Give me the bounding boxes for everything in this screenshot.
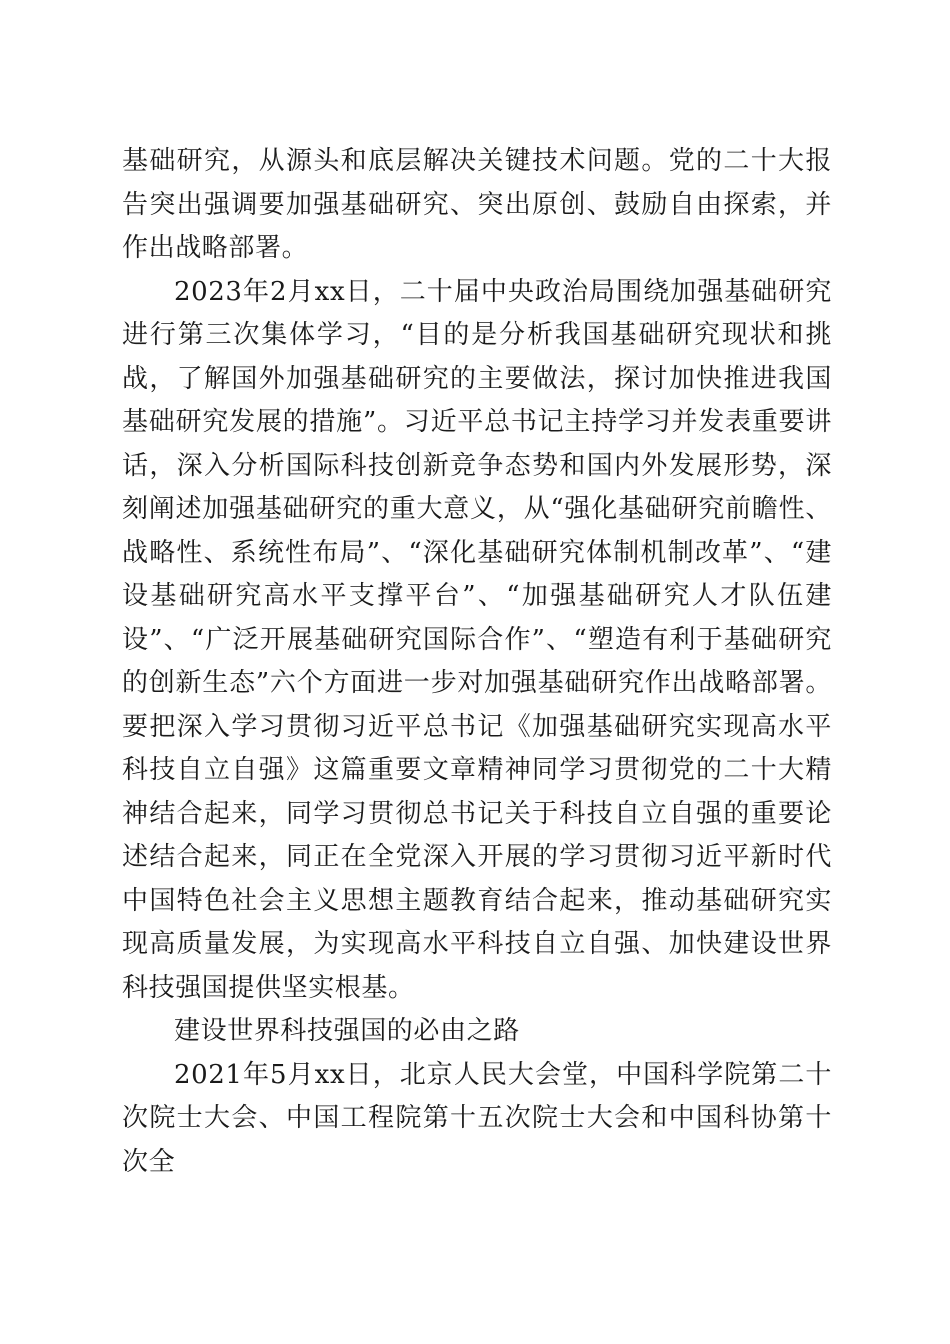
paragraph-academician-conference: 2021年5月xx日，北京人民大会堂，中国科学院第二十次院士大会、中国工程院第十五次院士大会和中国科协第十次全 — [122, 1059, 832, 1177]
document-body — [122, 140, 832, 1184]
paragraph-study-session: 2023年2月xx日，二十届中央政治局围绕加强基础研究进行第三次集体学习，“目的是分析我国基础研究现状和挑战，了解国外加强基础研究的主要做法，探讨加快推进我国基础研究发展的措施”。习近平总书记主持学习并发表重要讲话，深入分析国际科技创新竞争态势和国内外发展形势，深刻阐述加强基础研究的重大意义，从“强化基础研究前瞻性、战略性、系统性布局”、“深化基础研究体制机制改革”、“建设基础研究高水平支撑平台”、“加强基础研究人才队伍建设”、“广泛开展基础研究国际合作”、“塑造有利于基础研究的创新生态”六个方面进一步对加强基础研究作出战略部署。要把深入学习贯彻习近平总书记《加强基础研究实现高水平科技自立自强》这篇重要文章精神同学习贯彻党的二十大精神结合起来，同学习贯彻总书记关于科技自立自强的重要论述结合起来，同正在全党深入开展的学习贯彻习近平新时代中国特色社会主义思想主题教育结合起来，推动基础研究实现高质量发展，为实现高水平科技自立自强、加快建设世界科技强国提供坚实根基。 — [122, 276, 832, 1003]
paragraph-continued: 基础研究，从源头和底层解决关键技术问题。党的二十大报告突出强调要加强基础研究、突出原创、鼓励自由探索，并作出战略部署。 — [122, 146, 832, 263]
section-heading: 建设世界科技强国的必由之路 — [174, 1016, 520, 1046]
